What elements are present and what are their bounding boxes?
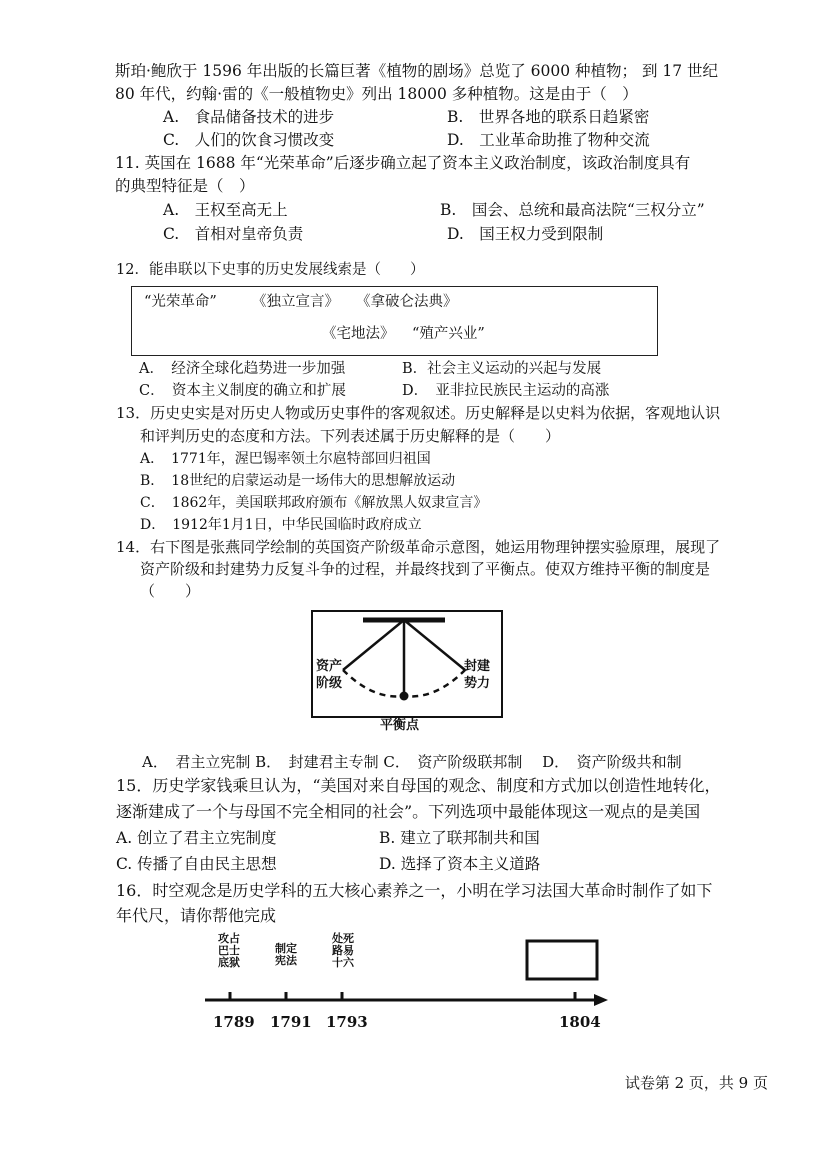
q15-option-c: C. 传播了自由民主思想 xyxy=(116,855,277,873)
event-label-1791: 制定宪法 xyxy=(275,942,297,967)
year-1793: 1793 xyxy=(326,1013,368,1031)
year-1789: 1789 xyxy=(213,1013,255,1031)
q10-option-c: C. 人们的饮食习惯改变 xyxy=(163,131,335,149)
blank-answer-box xyxy=(527,941,597,979)
q15-stem-line1: 15．历史学家钱乘旦认为，“美国对来自母国的观念、制度和方式加以创造性地转化， xyxy=(116,776,721,795)
q16-stem-line2: 年代尺，请你帮他完成 xyxy=(116,906,277,925)
q12-event-2: 《独立宣言》 xyxy=(252,294,339,310)
q12-option-d: D． 亚非拉民族民主运动的高涨 xyxy=(402,383,610,399)
timeline-arrow xyxy=(594,994,608,1006)
q11-stem-line1: 11. 英国在 1688 年“光荣革命”后逐步确立起了资本主义政治制度，该政治制度具有 xyxy=(115,154,691,172)
event-label-1789: 攻占巴士底狱 xyxy=(218,932,240,969)
q15-option-b: B. 建立了联邦制共和国 xyxy=(379,829,540,847)
q12-option-c: C． 资本主义制度的确立和扩展 xyxy=(139,383,346,399)
q12-event-4: 《宅地法》 xyxy=(322,326,395,342)
q15-option-a: A. 创立了君主立宪制度 xyxy=(116,829,277,847)
q13-option-b: B． 18世纪的启蒙运动是一场伟大的思想解放运动 xyxy=(140,473,456,489)
year-1791: 1791 xyxy=(270,1013,312,1031)
q14-stem-line1: 14．右下图是张燕同学绘制的英国资产阶级革命示意图，她运用物理钟摆实验原理，展现了 xyxy=(116,538,721,556)
q12-option-b: B．社会主义运动的兴起与发展 xyxy=(402,361,602,377)
q11-option-d: D. 国王权力受到限制 xyxy=(447,225,604,243)
year-1804: 1804 xyxy=(559,1013,601,1031)
q16-stem-line1: 16．时空观念是历史学科的五大核心素养之一，小明在学习法国大革命时制作了如下 xyxy=(116,881,713,900)
q10-stem-line2: 80 年代，约翰·雷的《一般植物史》列出 18000 多种植物。这是由于（ ） xyxy=(115,85,638,103)
q10-option-d: D. 工业革命助推了物种交流 xyxy=(447,131,650,149)
q12-event-1: “光荣革命” xyxy=(144,294,217,310)
q12-event-3: 《拿破仑法典》 xyxy=(356,294,458,310)
q11-option-b: B. 国会、总统和最高法院“三权分立” xyxy=(440,201,705,219)
q13-option-d: D． 1912年1月1日，中华民国临时政府成立 xyxy=(140,517,422,533)
q14-stem-line3: （ ） xyxy=(140,582,201,600)
q14-options: A． 君主立宪制 B． 封建君主专制 C． 资产阶级联邦制 D． 资产阶级共和制 xyxy=(142,753,682,771)
q12-stem: 12．能串联以下史事的历史发展线索是（ ） xyxy=(116,262,425,278)
q13-stem-line1: 13．历史史实是对历史人物或历史事件的客观叙述。历史解释是以史料为依据，客观地认识 xyxy=(116,404,721,422)
feudal-force-label: 封建势力 xyxy=(463,659,490,691)
q13-stem-line2: 和评判历史的态度和方法。下列表述属于历史解释的是（ ） xyxy=(140,427,561,445)
q11-option-a: A. 王权至高无上 xyxy=(163,201,288,219)
balance-point-label: 平衡点 xyxy=(380,718,420,733)
event-label-1793: 处死路易十六 xyxy=(332,932,354,969)
q11-option-c: C. 首相对皇帝负责 xyxy=(163,225,304,243)
q13-option-a: A． 1771年，渥巴锡率领土尔扈特部回归祖国 xyxy=(140,451,431,467)
q13-option-c: C． 1862年，美国联邦政府颁布《解放黑人奴隶宣言》 xyxy=(140,495,488,511)
q10-option-a: A. 食品储备技术的进步 xyxy=(163,108,335,126)
q12-option-a: A． 经济全球化趋势进一步加强 xyxy=(139,361,346,377)
q10-stem-line1: 斯珀·鲍欣于 1596 年出版的长篇巨著《植物的剧场》总览了 6000 种植物； 到 17 世纪 xyxy=(115,62,719,80)
q15-stem-line2: 逐渐建成了一个与母国不完全相同的社会”。下列选项中最能体现这一观点的是美国 xyxy=(116,802,701,821)
q12-event-5: “殖产兴业” xyxy=(412,326,485,342)
bourgeoisie-label: 资产阶级 xyxy=(315,659,342,691)
q11-stem-line2: 的典型特征是（ ） xyxy=(115,177,255,195)
q10-option-b: B. 世界各地的联系日趋紧密 xyxy=(447,108,650,126)
q15-option-d: D. 选择了资本主义道路 xyxy=(379,855,541,873)
page-footer: 试卷第 2 页，共 9 页 xyxy=(624,1074,768,1092)
q14-stem-line2: 资产阶级和封建势力反复斗争的过程，并最终找到了平衡点。使双方维持平衡的制度是 xyxy=(140,560,711,578)
